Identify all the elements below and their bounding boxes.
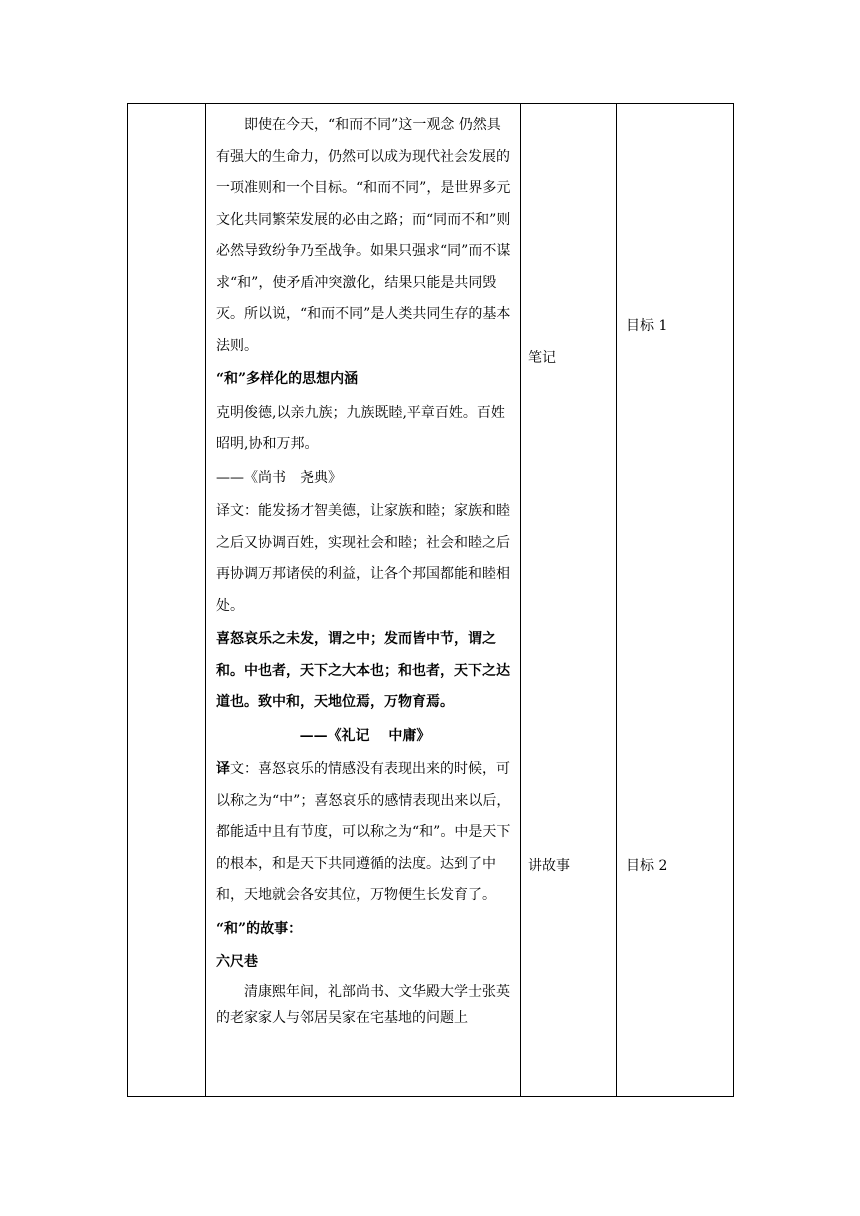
lesson-content-cell [216, 110, 514, 1031]
goal-1: 目标 1 [626, 318, 668, 334]
quote-zhongyong: 喜怒哀乐之未发，谓之中；发而皆中节，谓之和。中也者，天下之大本也；和也者，天下之达道也。致中和，天地位焉，万物育焉。 [216, 631, 510, 710]
translation-zhongyong [216, 754, 514, 912]
translation-shangshu: 译文：能发扬才智美德，让家族和睦；家族和睦之后又协调百姓，实现社会和睦；社会和睦之后再协调万邦诸侯的利益，让各个邦国都能和睦相处。 [216, 503, 510, 614]
column-divider [616, 104, 617, 1096]
quote-shangshu: 克明俊德,以亲九族；九族既睦,平章百姓。百姓昭明,协和万邦。 [216, 404, 505, 452]
paragraph-harmony-modern: 即使在今天，“和而不同”这一观念 仍然具有强大的生命力，仍然可以成为现代社会发展的一项准则和一个目标。“和而不同”，是世界多元文化共同繁荣发展的必由之路；而“同而不和”则必然导致纷争乃至战争。如果只强求“同”而不谋求“和”，使矛盾冲突激化，结果只能是共同毁灭。所以说，“和而不同”是人类共同生存的基本法则。 [216, 117, 511, 354]
section-heading-stories: “和”的故事： [216, 920, 303, 937]
story-paragraph: 清康熙年间，礼部尚书、文华殿大学士张英的老家家人与邻居吴家在宅基地的问题上 [216, 983, 510, 1026]
activity-storytelling: 讲故事 [528, 858, 570, 874]
source-shangshu: ——《尚书 尧典》 [216, 469, 342, 486]
activity-notes: 笔记 [528, 350, 556, 366]
story-title: 六尺巷 [216, 954, 258, 970]
column-divider [205, 104, 206, 1096]
column-divider [520, 104, 521, 1096]
translation-label: 译 [216, 761, 230, 777]
translation-zhongyong-text: 文：喜怒哀乐的情感没有表现出来的时候，可以称之为“中”；喜怒哀乐的感情表现出来以后，都能适中且有节度，可以称之为“和”。中是天下的根本，和是天下共同遵循的法度。达到了中和，天地就会各安其位，万物便生长发育了。 [216, 761, 511, 903]
section-heading-connotation: “和”多样化的思想内涵 [216, 371, 359, 387]
source-zhongyong: ——《礼记 中庸》 [299, 727, 431, 744]
goal-2: 目标 2 [626, 858, 668, 874]
